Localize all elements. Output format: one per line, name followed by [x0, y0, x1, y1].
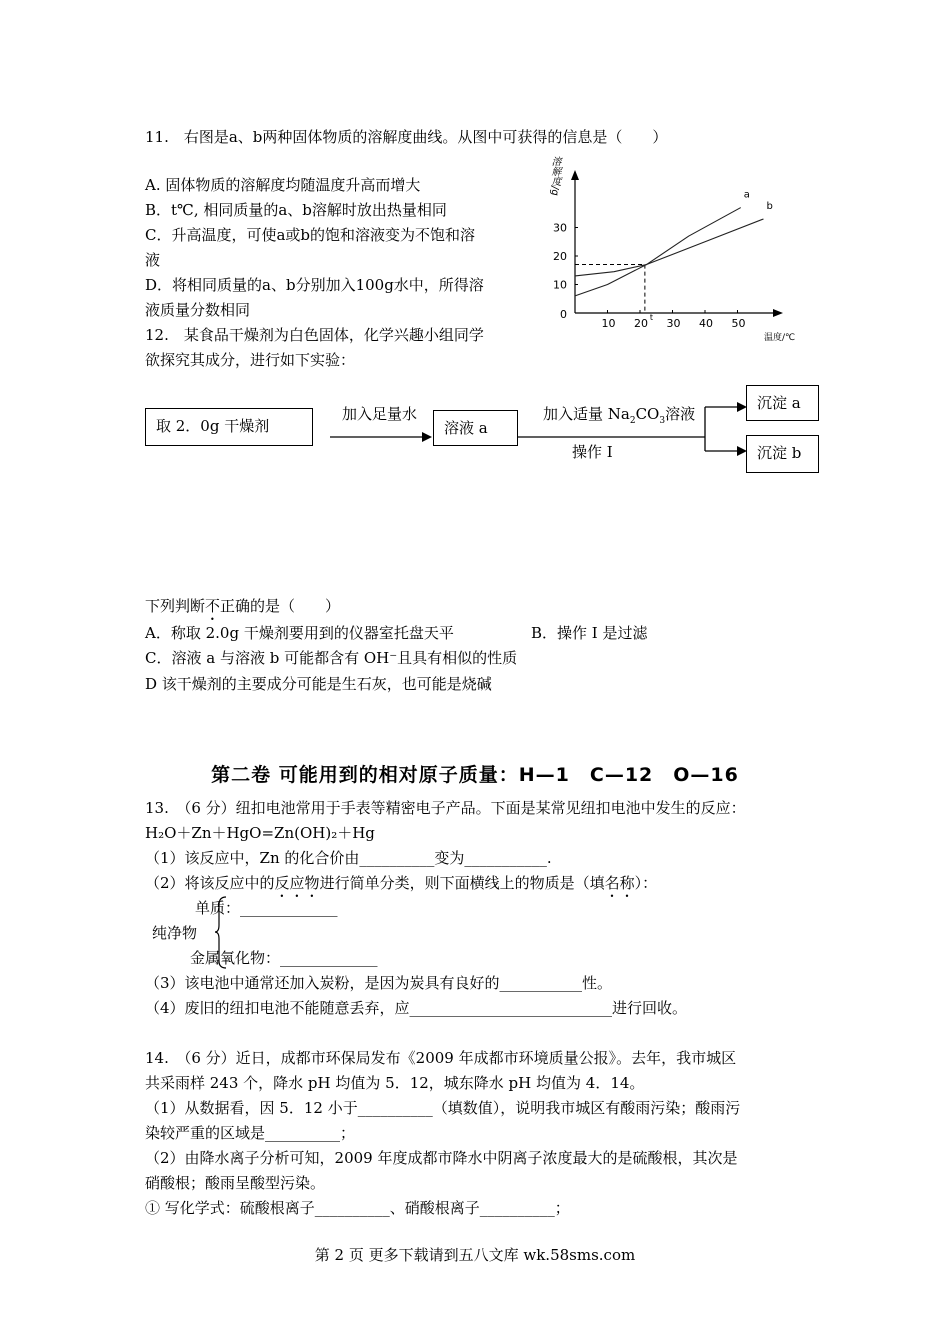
y-axis-arrow-icon — [571, 170, 579, 180]
q13-stem: 13. （6 分）纽扣电池常用于手表等精密电子产品。下面是某常见纽扣电池中发生的反应： — [145, 799, 746, 817]
flow-precipitate-b-box: 沉淀 b — [746, 435, 819, 473]
q13-pure-substance: 纯净物 — [152, 924, 198, 942]
flow-step1-label: 加入足量水 — [342, 405, 418, 423]
q12-option-c: C．溶液 a 与溶液 b 可能都含有 OH⁻且具有相似的性质 — [145, 649, 518, 667]
curve-a — [575, 208, 741, 296]
q11-stem: 11. 右图是a、b两种固体物质的溶解度曲线。从图中可获得的信息是（ ） — [145, 128, 668, 146]
q13-equation: H₂O＋Zn＋HgO=Zn(OH)₂＋Hg — [145, 824, 375, 842]
q13-part1: （1）该反应中，Zn 的化合价由__________变为___________. — [145, 849, 552, 867]
q12-option-d: D 该干燥剂的主要成分可能是生石灰，也可能是烧碱 — [145, 675, 492, 693]
y-tick-label: 10 — [553, 278, 567, 292]
q11-option-b: B．t℃, 相同质量的a、b溶解时放出热量相同 — [145, 201, 447, 219]
flow-precipitate-a-box: 沉淀 a — [746, 385, 819, 421]
y-tick-label: 0 — [560, 308, 567, 321]
q13-metal-oxide: 金属氧化物：_____________ — [190, 949, 378, 967]
arrow-icon — [328, 430, 434, 444]
q12-stem: 12. 某食品干燥剂为白色固体，化学兴趣小组同学 — [145, 326, 484, 344]
y-tick-label: 20 — [553, 250, 567, 263]
q12-option-b: B．操作 I 是过滤 — [531, 624, 648, 642]
x-axis-label: 温度/℃ — [764, 333, 796, 343]
q11-option-c-cont: 液 — [145, 251, 161, 269]
x-tick-label: 40 — [699, 317, 713, 330]
flow-mid-box: 溶液 a — [433, 410, 518, 446]
page-footer: 第 2 页 更多下载请到五八文库 wk.58sms.com — [314, 1246, 636, 1264]
q14-line5: （2）由降水离子分析可知，2009 年度成都市降水中阴离子浓度最大的是硫酸根，其次是 — [145, 1149, 738, 1167]
q14-line2: 共采雨样 243 个，降水 pH 均值为 5．12，城东降水 pH 均值为 4．14。 — [145, 1074, 645, 1092]
q14-line4: 染较严重的区域是__________； — [145, 1124, 356, 1142]
q12-option-a: A．称取 2.0g 干燥剂要用到的仪器室托盘天平 — [145, 624, 454, 642]
curve-label-b: b — [766, 200, 773, 212]
curve-label-a: a — [743, 189, 750, 201]
flow-start-box: 取 2．0g 干燥剂 — [145, 408, 313, 446]
flow-operation-label: 操作 I — [572, 443, 613, 461]
q11-option-d-cont: 液质量分数相同 — [145, 301, 251, 319]
q11-option-a: A. 固体物质的溶解度均随温度升高而增大 — [145, 176, 421, 194]
q12-stem-cont: 欲探究其成分，进行如下实验： — [145, 351, 356, 369]
q14-line7: ① 写化学式：硫酸根离子__________、硝酸根离子__________； — [145, 1199, 570, 1217]
solubility-chart — [540, 150, 820, 350]
flow-step2-label: 加入适量 $Na_2CO_3$溶液 — [543, 405, 696, 426]
q13-part4: （4）废旧的纽扣电池不能随意丢弃，应___________________________进行回收。 — [145, 999, 688, 1017]
x-tick-label: 50 — [731, 317, 746, 330]
q14-line6: 硝酸根；酸雨呈酸型污染。 — [145, 1174, 326, 1192]
q13-part3: （3）该电池中通常还加入炭粉，是因为炭具有良好的___________性。 — [145, 974, 613, 992]
y-tick-label: 30 — [553, 221, 567, 235]
q13-part2: （2）将该反应中的反应物进行简单分类，则下面横线上的物质是（填名称）： — [145, 874, 658, 892]
q11-option-d: D．将相同质量的a、b分别加入100g水中，所得溶 — [145, 276, 484, 294]
y-axis-label: 溶解度/g — [549, 156, 560, 196]
x-tick-label: 20 — [634, 317, 648, 330]
q14-line1: 14. （6 分）近日，成都市环保局发布《2009 年成都市环境质量公报》。去年，我市城区 — [145, 1049, 737, 1067]
section-title: 第二卷 可能用到的相对原子质量：H—1 C—12 O—16 — [211, 764, 739, 786]
curve-b — [575, 219, 764, 276]
x-tick-label: 30 — [666, 317, 681, 330]
x-axis-arrow-icon — [773, 309, 783, 317]
q12-question: 下列判断不正确的是（ ） — [145, 597, 341, 615]
t-label: t — [649, 313, 654, 322]
q13-single-substance: 单质：_____________ — [195, 899, 338, 917]
q11-option-c: C．升高温度，可使a或b的饱和溶液变为不饱和溶 — [145, 226, 476, 244]
branch-arrows-icon — [517, 395, 749, 465]
q14-line3: （1）从数据看，因 5．12 小于__________（填数值），说明我市城区有酸雨污染；酸雨污 — [145, 1099, 741, 1117]
x-tick-label: 10 — [601, 317, 616, 330]
